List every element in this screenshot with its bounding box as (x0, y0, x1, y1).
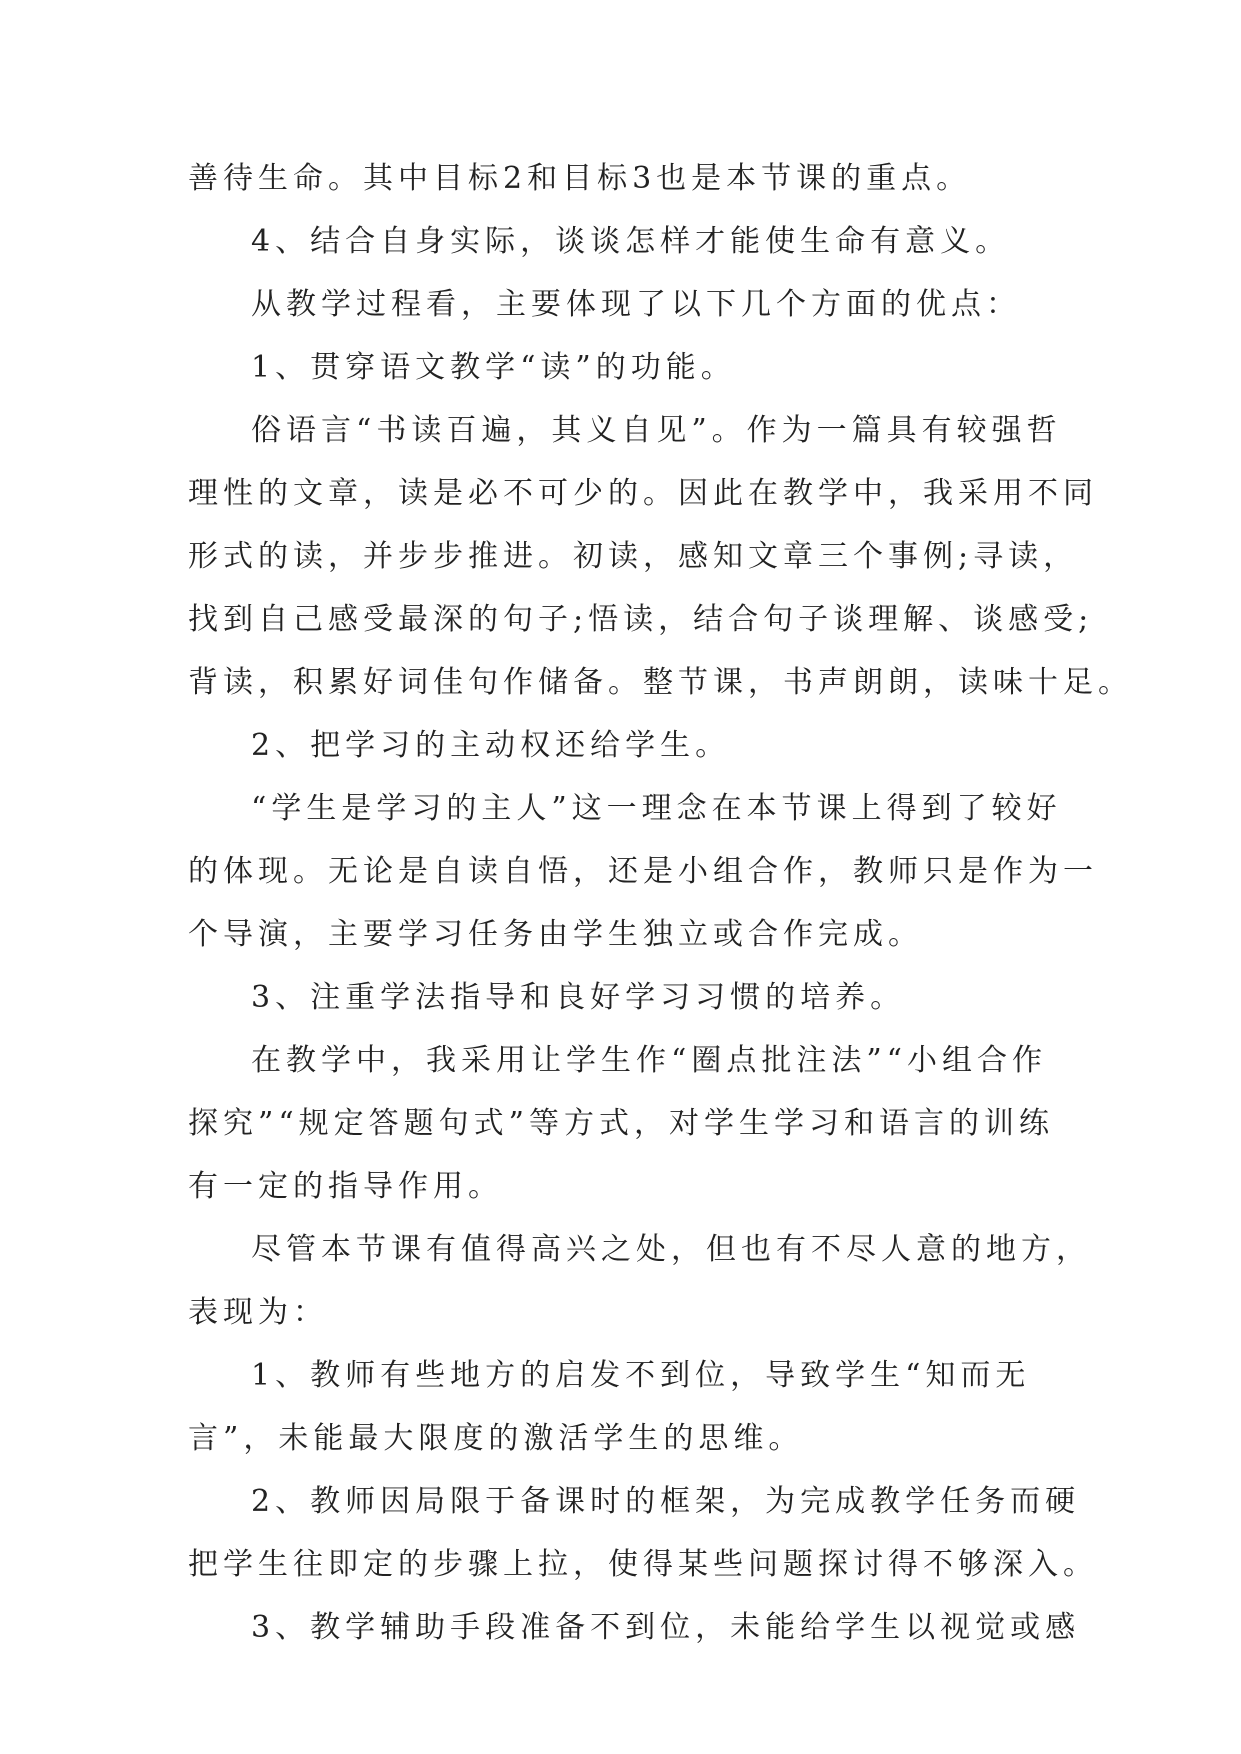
paragraph-line: 4、结合自身实际，谈谈怎样才能使生命有意义。 (251, 224, 1011, 259)
paragraph-line: 善待生命。其中目标2和目标3也是本节课的重点。 (188, 161, 972, 196)
paragraph-line: 表现为： (188, 1295, 328, 1330)
paragraph-line: 形式的读，并步步推进。初读，感知文章三个事例;寻读， (188, 539, 1079, 574)
paragraph-line: 3、注重学法指导和良好学习习惯的培养。 (251, 980, 906, 1015)
paragraph-line: 言”，未能最大限度的激活学生的思维。 (188, 1421, 804, 1456)
paragraph-line: 从教学过程看，主要体现了以下几个方面的优点： (251, 287, 1021, 322)
paragraph-line: 3、教学辅助手段准备不到位，未能给学生以视觉或感 (251, 1610, 1081, 1645)
paragraph-line: 个导演，主要学习任务由学生独立或合作完成。 (188, 917, 923, 952)
paragraph-line: 理性的文章，读是必不可少的。因此在教学中，我采用不同 (188, 476, 1098, 511)
paragraph-line: 有一定的指导作用。 (188, 1169, 503, 1204)
paragraph-line: 探究”“规定答题句式”等方式，对学生学习和语言的训练 (188, 1106, 1055, 1141)
paragraph-line: 在教学中，我采用让学生作“圈点批注法”“小组合作 (251, 1043, 1048, 1078)
paragraph-line: 的体现。无论是自读自悟，还是小组合作，教师只是作为一 (188, 854, 1098, 889)
paragraph-line: 1、贯穿语文教学“读”的功能。 (251, 350, 736, 385)
paragraph-line: 2、把学习的主动权还给学生。 (251, 728, 731, 763)
document-body (188, 160, 1133, 1672)
paragraph-line: “学生是学习的主人”这一理念在本节课上得到了较好 (251, 791, 1062, 826)
paragraph-line: 2、教师因局限于备课时的框架，为完成教学任务而硬 (251, 1484, 1081, 1519)
paragraph-line: 找到自己感受最深的句子;悟读，结合句子谈理解、谈感受; (188, 602, 1094, 637)
paragraph-line: 尽管本节课有值得高兴之处，但也有不尽人意的地方， (251, 1232, 1091, 1267)
paragraph-line: 俗语言“书读百遍，其义自见”。作为一篇具有较强哲 (251, 413, 1062, 448)
paragraph-line: 1、教师有些地方的启发不到位，导致学生“知而无 (251, 1358, 1031, 1393)
paragraph-line: 把学生往即定的步骤上拉，使得某些问题探讨得不够深入。 (188, 1547, 1098, 1582)
paragraph-line: 背读，积累好词佳句作储备。整节课，书声朗朗，读味十足。 (188, 665, 1133, 700)
